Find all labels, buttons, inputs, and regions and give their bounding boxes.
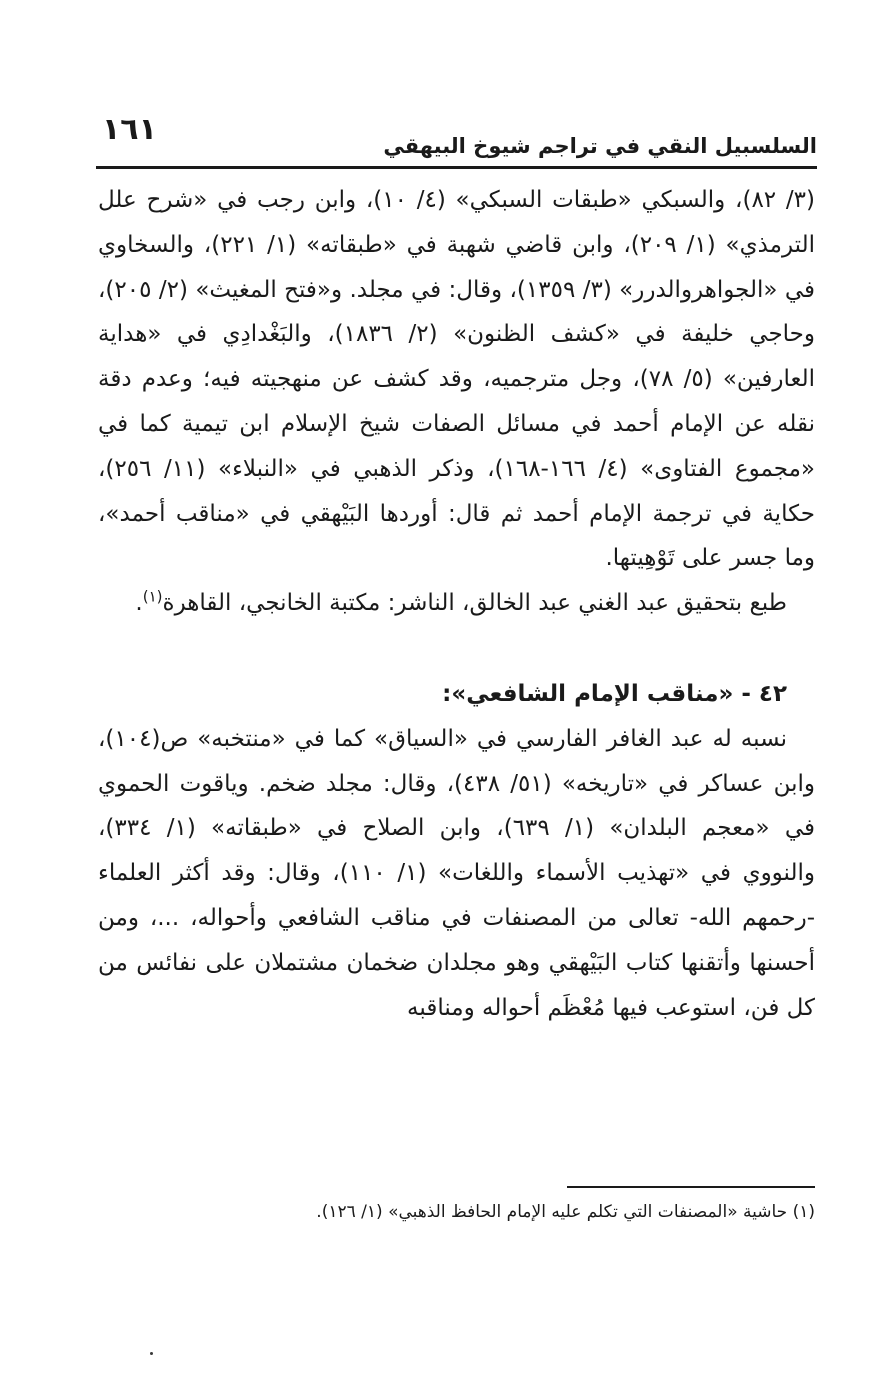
entry-41-print-note bbox=[98, 581, 815, 626]
scan-speck bbox=[150, 1352, 153, 1355]
print-note-end: . bbox=[135, 590, 143, 617]
header-rule bbox=[96, 166, 817, 169]
main-text bbox=[98, 178, 815, 1030]
entry-42-heading: ٤٢ - «مناقب الإمام الشافعي»: bbox=[442, 680, 787, 707]
entry-41-continuation: (٣/ ٨٢)، والسبكي «طبقات السبكي» (٤/ ١٠)، وابن رجب في «شرح علل الترمذي» (١/ ٢٠٩)، وابن قاضي شهبة في «طبقاته» (١/ ٢٢١)، والسخاوي في «الجواهروالدرر» (٣/ ١٣٥٩)، وقال: في مجلد. و«فتح المغيث» (٢/ ٢٠٥)، وحاجي خليفة في «كشف الظنون» (٢/ ١٨٣٦)، والبَغْدادِي في «هداية العارفين» (٥/ ٧٨)، وجل مترجميه، وقد كشف عن منهجيته فيه؛ وعدم دقة نقله عن الإمام أحمد في مسائل الصفات شيخ الإسلام ابن تيمية كما في «مجموع الفتاوى» (٤/ ١٦٦-١٦٨)، وذكر الذهبي في «النبلاء» (١١/ ٢٥٦)، حكاية في ترجمة الإمام أحمد ثم قال: أوردها البَيْهقي في «مناقب أحمد»، وما جسر على تَوْهِيتها. bbox=[98, 187, 816, 572]
running-header bbox=[96, 112, 817, 172]
print-note-text: طبع بتحقيق عبد الغني عبد الخالق، الناشر: مكتبة الخانجي، القاهرة bbox=[162, 590, 787, 617]
footnote-reference: (١) bbox=[142, 587, 163, 606]
book-title: السلسبيل النقي في تراجم شيوخ البيهقي bbox=[383, 134, 817, 158]
entry-42-text: نسبه له عبد الغافر الفارسي في «السياق» كما في «منتخبه» ص(١٠٤)، وابن عساكر في «تاريخه» (٥١/ ٤٣٨)، وقال: مجلد ضخم. وياقوت الحموي في «معجم البلدان» (١/ ٦٣٩)، وابن الصلاح في «طبقاته» (١/ ٣٣٤)، والنووي في «تهذيب الأسماء واللغات» (١/ ١١٠)، وقال: وقد أكثر العلماء -رحمهم الله- تعالى من المصنفات في مناقب الشافعي وأحواله، ...، ومن أحسنها وأتقنها كتاب البَيْهقي وهو مجلدان ضخمان مشتملان على نفائس من كل فن، استوعب فيها مُعْظَم أحواله ومناقبه bbox=[98, 725, 816, 1021]
page-number: ١٦١ bbox=[102, 112, 157, 147]
footnote-separator bbox=[567, 1186, 815, 1188]
footnote: (١) حاشية «المصنفات التي تكلم عليه الإمام الحافظ الذهبي» (١/ ١٢٦). bbox=[316, 1202, 815, 1222]
